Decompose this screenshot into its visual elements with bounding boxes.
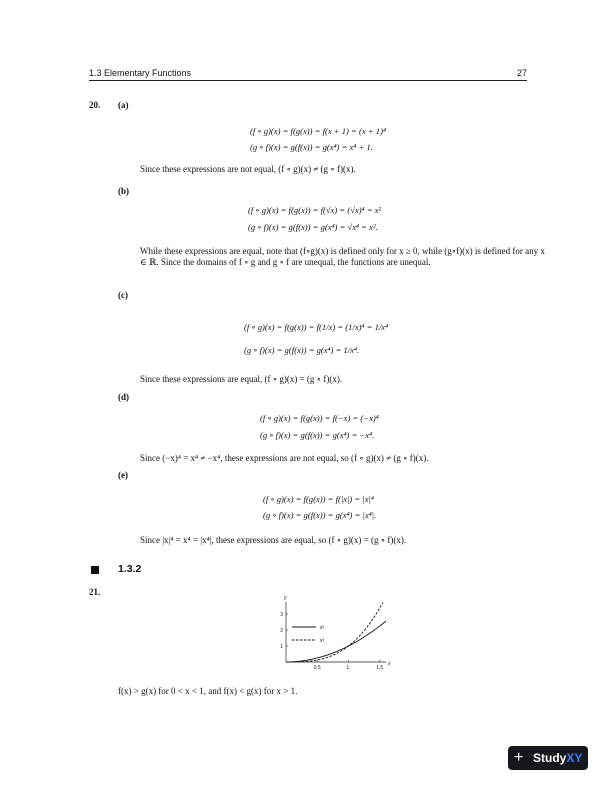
problem-21-text: f(x) > g(x) for 0 < x < 1, and f(x) < g(x) for x > 1. [118, 686, 298, 696]
problem-20-number: 20. [89, 100, 101, 110]
part-b-text: While these expressions are equal, note that (f∘g)(x) is defined only for x ≥ 0, while (g∘f)(x) is defined for any x ∈ ℝ. Since the domains of f ∘ g and g ∘ f are unequal, the functions are unequal. [140, 246, 545, 268]
part-c-eq2: (g ∘ f)(x) = g(f(x)) = g(x⁴) = 1/x⁴. [244, 345, 360, 355]
plus-icon: + [514, 749, 524, 766]
part-d-text: Since (−x)⁴ = x⁴ ≠ −x⁴, these expressions are not equal, so (f ∘ g)(x) ≠ (g ∘ f)(x). [140, 453, 429, 463]
page-header [89, 66, 527, 80]
legend-label: x³ [320, 638, 325, 644]
studyxy-logo [508, 746, 588, 770]
x-tick-label: 1.5 [376, 665, 384, 671]
logo-brand: Study [533, 751, 567, 765]
part-a-eq1: (f ∘ g)(x) = f(g(x)) = f(x + 1) = (x + 1)⁴ [250, 126, 386, 136]
problem-21-number: 21. [89, 587, 101, 597]
series-line-x3 [286, 602, 383, 662]
section-square-icon [91, 566, 99, 574]
part-d-label: (d) [118, 392, 129, 402]
y-tick-label: 3 [280, 612, 283, 618]
part-e-eq1: (f ∘ g)(x) = f(g(x)) = f(|x|) = |x|⁴ [263, 494, 374, 504]
x-axis-label: x [388, 661, 391, 667]
part-b-eq1: (f ∘ g)(x) = f(g(x)) = f(√x) = (√x)⁴ = x² [248, 205, 382, 215]
part-c-text: Since these expressions are equal, (f ∘ g)(x) = (g ∘ f)(x). [140, 374, 343, 384]
part-c-eq1: (f ∘ g)(x) = f(g(x)) = f(1/x) = (1/x)⁴ = 1/x⁴ [244, 322, 389, 332]
x-tick-label: 1. [346, 665, 351, 671]
part-d-eq2: (g ∘ f)(x) = g(f(x)) = g(x⁴) = −x⁴. [260, 430, 375, 440]
y-tick-label: 1 [280, 644, 283, 650]
part-a-label: (a) [118, 100, 129, 110]
logo-text [533, 751, 582, 765]
y-tick-label: 2 [280, 628, 283, 634]
part-e-label: (e) [118, 470, 128, 480]
logo-brand-accent: XY [566, 751, 583, 765]
y-axis-label: y [284, 595, 287, 601]
part-e-text: Since |x|⁴ = x⁴ = |x⁴|, these expressions are equal, so (f ∘ g)(x) = (g ∘ f)(x). [140, 535, 407, 545]
part-b-eq2: (g ∘ f)(x) = g(f(x)) = g(x⁴) = √x⁴ = x². [248, 222, 378, 232]
part-b-label: (b) [118, 186, 129, 196]
header-section-title: 1.3 Elementary Functions [89, 68, 192, 78]
page-number: 27 [516, 68, 527, 78]
legend-label: x² [320, 625, 325, 631]
part-d-eq1: (f ∘ g)(x) = f(g(x)) = f(−x) = (−x)⁴ [260, 413, 379, 423]
section-heading: 1.3.2 [118, 563, 142, 575]
header-rule [89, 80, 527, 81]
part-e-eq2: (g ∘ f)(x) = g(f(x)) = g(x⁴) = |x⁴|. [263, 510, 377, 520]
chart-x2-vs-x3 [274, 596, 390, 674]
part-a-eq2: (g ∘ f)(x) = g(f(x)) = g(x⁴) = x⁴ + 1. [250, 142, 373, 152]
part-a-text: Since these expressions are not equal, (f ∘ g)(x) ≠ (g ∘ f)(x). [140, 164, 356, 174]
part-c-label: (c) [118, 290, 128, 300]
x-tick-label: 0.5 [313, 665, 321, 671]
